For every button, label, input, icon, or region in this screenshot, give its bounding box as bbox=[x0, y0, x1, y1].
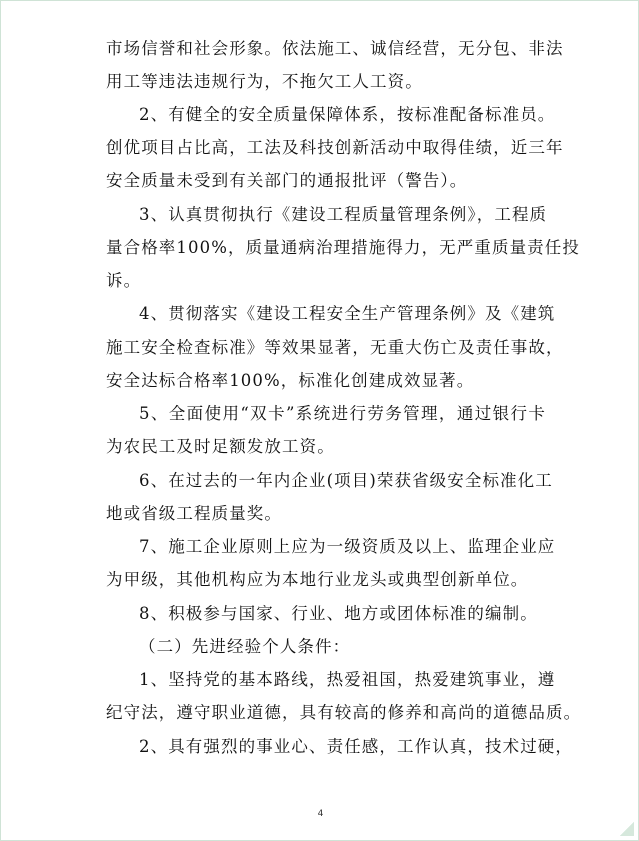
section-heading: （二）先进经验个人条件： bbox=[139, 637, 351, 656]
text-line: 市场信誉和社会形象。依法施工、诚信经营，无分包、非法 bbox=[106, 39, 564, 58]
text-line: 诉。 bbox=[106, 271, 142, 290]
text-line: 4、贯彻落实《建设工程安全生产管理条例》及《建筑 bbox=[139, 304, 556, 323]
text-line: 2、有健全的安全质量保障体系，按标准配备标准员。 bbox=[139, 105, 556, 124]
page-number: 4 bbox=[317, 809, 324, 819]
text-line: 地或省级工程质量奖。 bbox=[106, 504, 282, 523]
page-corner-fold bbox=[620, 822, 634, 836]
text-line: 施工安全检查标准》等效果显著，无重大伤亡及责任事故， bbox=[106, 338, 564, 357]
text-line: 2、具有强烈的事业心、责任感，工作认真，技术过硬， bbox=[139, 737, 573, 756]
text-line: 纪守法，遵守职业道德，具有较高的修养和高尚的道德品质。 bbox=[106, 703, 582, 722]
text-line: 8、积极参与国家、行业、地方或团体标准的编制。 bbox=[139, 604, 538, 623]
text-line: 用工等违法违规行为，不拖欠工人工资。 bbox=[106, 72, 423, 91]
text-line: 6、在过去的一年内企业(项目)荣获省级安全标准化工 bbox=[139, 471, 553, 490]
text-line: 安全质量未受到有关部门的通报批评（警告）。 bbox=[106, 171, 468, 190]
text-line: 1、坚持党的基本路线，热爱祖国，热爱建筑事业，遵 bbox=[139, 670, 556, 689]
text-line: 创优项目占比高，工法及科技创新活动中取得佳绩，近三年 bbox=[106, 138, 564, 157]
text-line: 安全达标合格率100%，标准化创建成效显著。 bbox=[106, 371, 475, 390]
text-line: 3、认真贯彻执行《建设工程质量管理条例》，工程质 bbox=[139, 205, 548, 224]
text-line: 7、施工企业原则上应为一级资质及以上、监理企业应 bbox=[139, 537, 556, 556]
text-line: 5、全面使用“双卡”系统进行劳务管理，通过银行卡 bbox=[139, 404, 546, 423]
text-line: 为农民工及时足额发放工资。 bbox=[106, 437, 335, 456]
text-line: 为甲级，其他机构应为本地行业龙头或典型创新单位。 bbox=[106, 570, 529, 589]
text-line: 量合格率100%，质量通病治理措施得力，无严重质量责任投 bbox=[106, 238, 580, 257]
